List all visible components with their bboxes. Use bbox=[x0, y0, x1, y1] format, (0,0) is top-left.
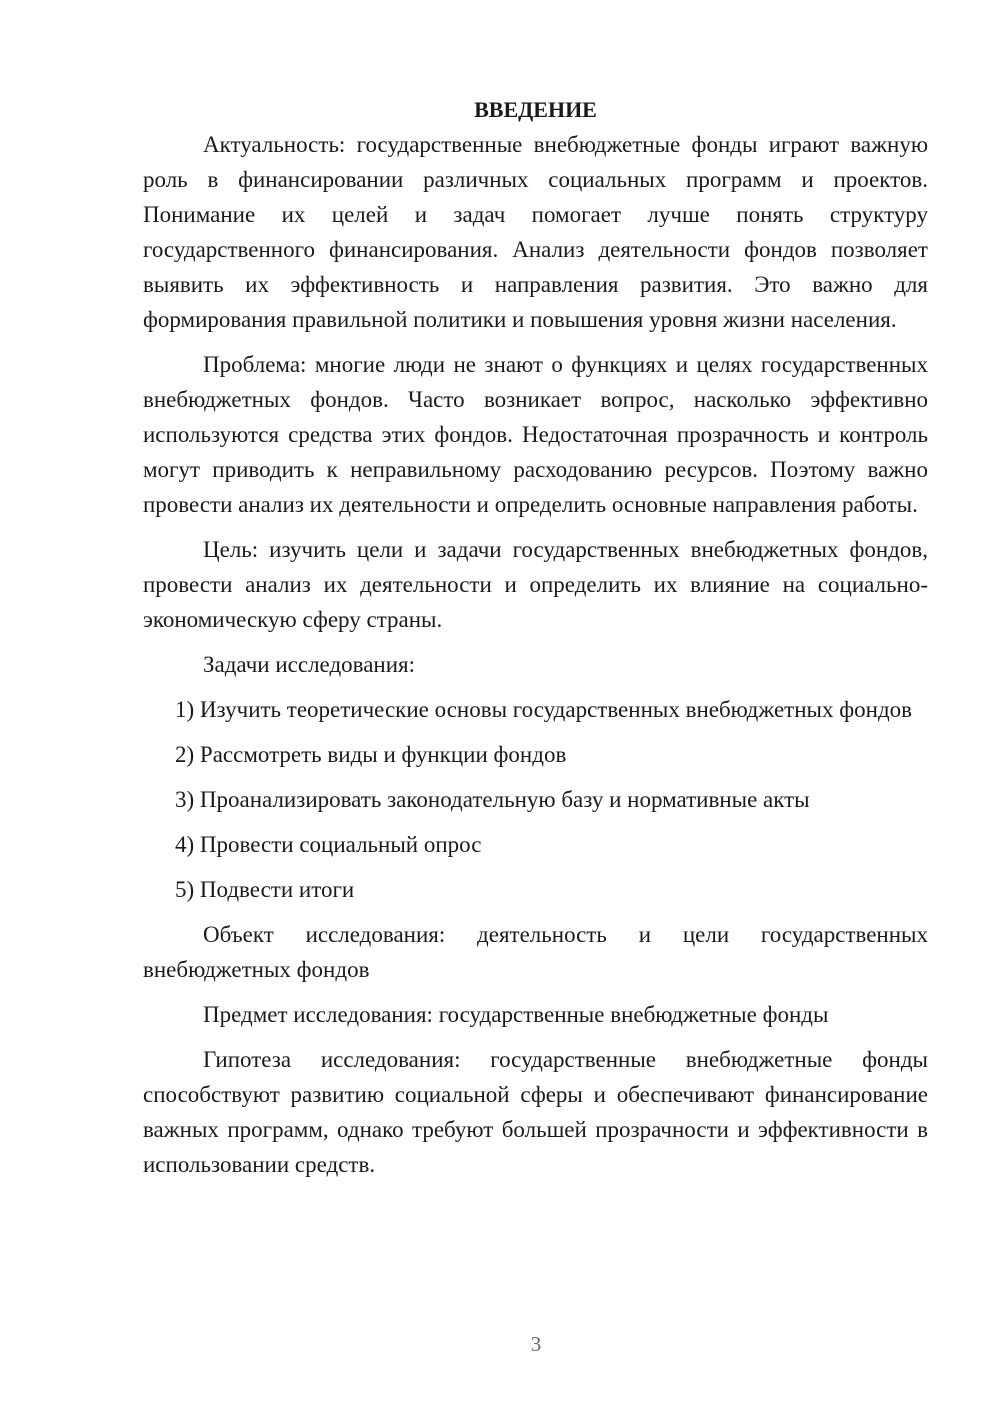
hypothesis-paragraph: Гипотеза исследования: государственные внебюджетные фонды способствуют развитию социальной сферы и обеспечивают финансирование важных программ, однако требуют большей прозрачности и эффективности в использовании средств. bbox=[143, 1047, 928, 1177]
document-page bbox=[143, 92, 928, 1182]
task-item: 1) Изучить теоретические основы государственных внебюджетных фондов bbox=[175, 697, 913, 722]
task-item: 4) Провести социальный опрос bbox=[175, 832, 482, 857]
problem-paragraph: Проблема: многие люди не знают о функциях и целях государственных внебюджетных фондов. Часто возникает вопрос, насколько эффективно используются средства этих фондов. Недостаточная прозрачность и контроль могут приводить к неправильному расходованию ресурсов. Поэтому важно провести анализ их деятельности и определить основные направления работы. bbox=[143, 352, 928, 517]
task-item: 2) Рассмотреть виды и функции фондов bbox=[175, 742, 567, 767]
goal-paragraph: Цель: изучить цели и задачи государственных внебюджетных фондов, провести анализ их деятельности и определить их влияние на социально-экономическую сферу страны. bbox=[143, 537, 928, 632]
relevance-paragraph: Актуальность: государственные внебюджетные фонды играют важную роль в финансировании различных социальных программ и проектов. Понимание их целей и задач помогает лучше понять структуру государственного финансирования. Анализ деятельности фондов позволяет выявить их эффективность и направления развития. Это важно для формирования правильной политики и повышения уровня жизни населения. bbox=[143, 132, 928, 332]
subject-paragraph: Предмет исследования: государственные внебюджетные фонды bbox=[203, 1002, 829, 1027]
task-item: 3) Проанализировать законодательную базу и нормативные акты bbox=[175, 787, 810, 812]
page-number: 3 bbox=[530, 1332, 542, 1356]
task-item: 5) Подвести итоги bbox=[175, 877, 355, 902]
object-paragraph: Объект исследования: деятельность и цели государственных внебюджетных фондов bbox=[143, 922, 928, 982]
page-title: ВВЕДЕНИЕ bbox=[474, 97, 597, 122]
tasks-heading: Задачи исследования: bbox=[203, 652, 416, 677]
